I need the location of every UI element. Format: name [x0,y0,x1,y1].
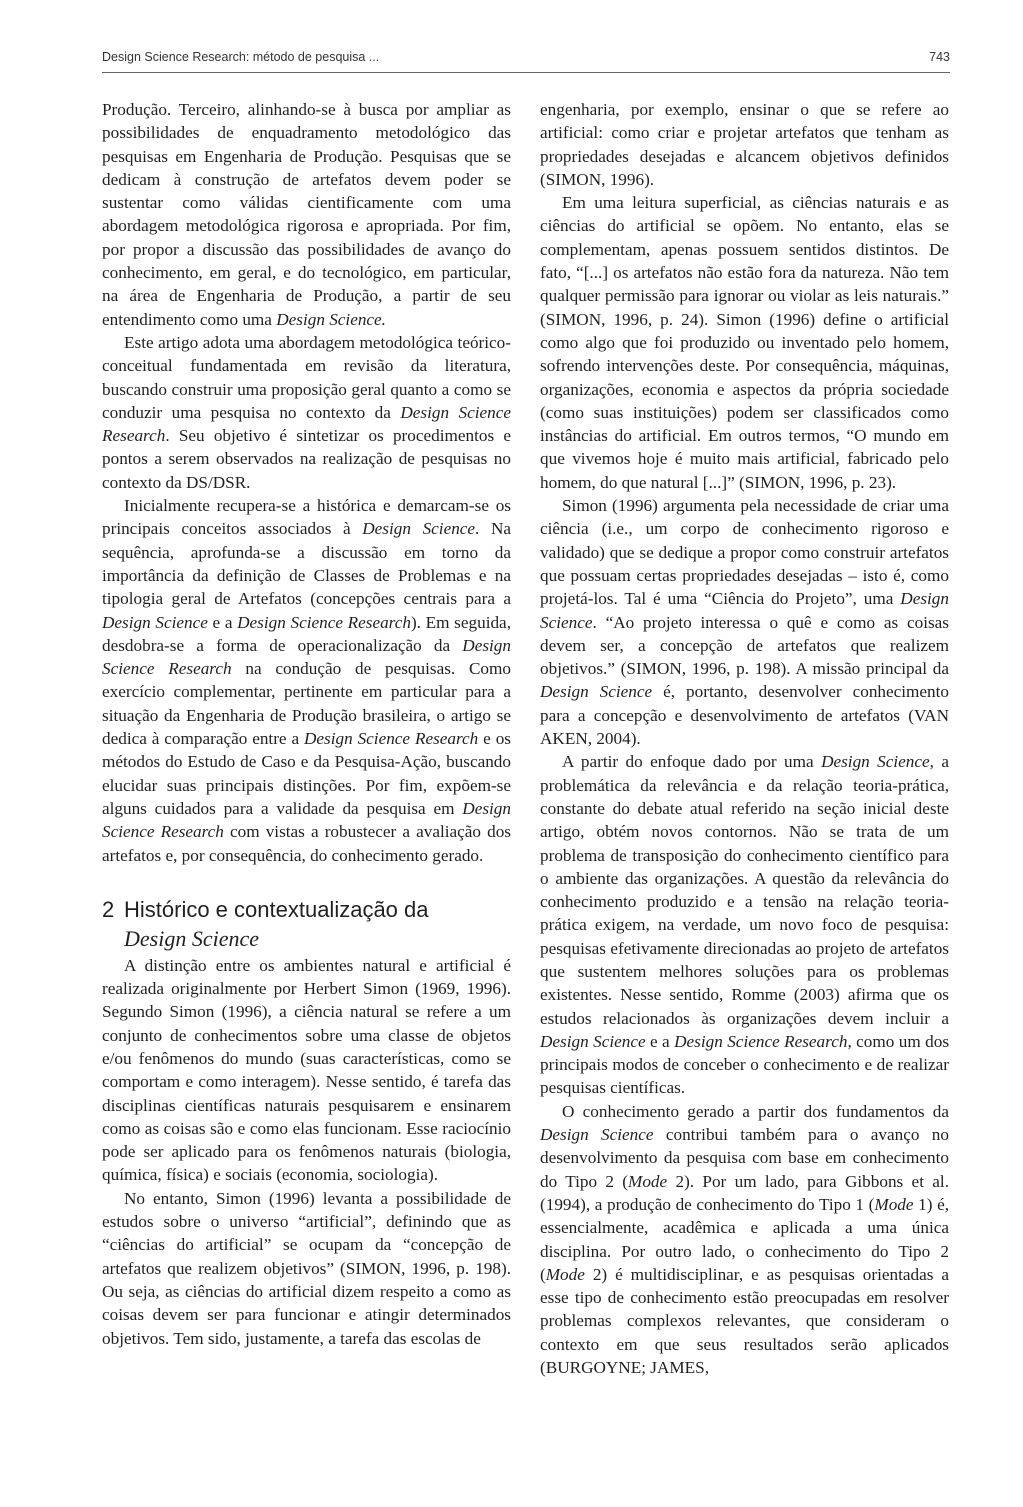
left-column [102,98,511,1350]
paragraph: engenharia, por exemplo, ensinar o que se refere ao artificial: como criar e projetar artefatos que tenham as propriedades desejadas e alcancem objetivos definidos (SIMON, 1996). [540,100,949,189]
section-title-line1: Histórico e contextualização da [124,896,429,922]
paragraph: Inicialmente recupera-se a histórica e demarcam-se os principais conceitos associados à Design Science. Na sequência, aprofunda-se a discussão em torno da importância da definição de Classes de Problemas e na tipologia geral de Artefatos (concepções centrais para a Design Science e a Design Science Research). Em seguida, desdobra-se a forma de operacionalização da Design Science Research na condução de pesquisas. Como exercício complementar, pertinente em particular para a situação da Engenharia de Produção brasileira, o artigo se dedica à comparação entre a Design Science Research e os métodos do Estudo de Caso e da Pesquisa-Ação, buscando elucidar suas principais distinções. Por fim, expõem-se alguns cuidados para a validade da pesquisa em Design Science Research com vistas a robustecer a avaliação dos artefatos e, por consequência, do conhecimento gerado. [102,496,511,865]
page-number: 743 [929,50,950,64]
running-title: Design Science Research: método de pesquisa ... [102,50,380,64]
paragraph: A distinção entre os ambientes natural e artificial é realizada originalmente por Herbert Simon (1969, 1996). Segundo Simon (1996), a ciência natural se refere a um conjunto de conhecimentos sobre uma classe de objetos e/ou fenômenos do mundo (suas características, como se comportam e como interagem). Nesse sentido, é tarefa das disciplinas científicas naturais pesquisarem e ensinarem como as coisas são e como elas funcionam. Esse raciocínio pode ser aplicado para os fenômenos naturais (biologia, química, física) e sociais (economia, sociologia). [102,955,511,1185]
running-header [102,48,950,70]
paragraph: A partir do enfoque dado por uma Design Science, a problemática da relevância e da relação teoria-prática, constante do debate atual referido na seção inicial deste artigo, obtém novos contornos. Não se trata de um problema de transposição do conhecimento científico para o ambiente das organizações. A questão da relevância do conhecimento produzido e a tensão na relação teoria-prática exigem, na verdade, um novo foco de pesquisa: pesquisas efetivamente direcionadas ao projeto de artefatos que sustentem melhores soluções para os problemas existentes. Nesse sentido, Romme (2003) afirma que os estudos relacionados às organizações devem incluir a Design Science e a Design Science Research, como um dos principais modos de conceber o conhecimento e de realizar pesquisas científicas. [540,752,950,1098]
right-column [540,98,949,1379]
paragraph: Simon (1996) argumenta pela necessidade de criar uma ciência (i.e., um corpo de conhecimento rigoroso e validado) que se dedique a propor como construir artefatos que possuam certas propriedades desejadas – isto é, como projetá-los. Tal é uma “Ciência do Projeto”, uma Design Science. “Ao projeto interessa o quê e como as coisas devem ser, a concepção de artefatos que realizem objetivos.” (SIMON, 1996, p. 198). A missão principal da Design Science é, portanto, desenvolver conhecimento para a concepção e desenvolvimento de artefatos (VAN AKEN, 2004). [540,496,950,749]
paragraph: O conhecimento gerado a partir dos fundamentos da Design Science contribui também para o avanço no desenvolvimento da pesquisa com base em conhecimento do Tipo 2 (Mode 2). Por um lado, para Gibbons et al. (1994), a produção de conhecimento do Tipo 1 (Mode 1) é, essencialmente, acadêmica e aplicada a uma única disciplina. Por outro lado, o conhecimento do Tipo 2 (Mode 2) é multidisciplinar, e as pesquisas orientadas a esse tipo de conhecimento estão preocupadas em resolver problemas complexos relevantes, que consideram o contexto em que seus resultados serão aplicados (BURGOYNE; JAMES, [540,1101,950,1378]
paragraph: Este artigo adota uma abordagem metodológica teórico-conceitual fundamentada em revisão da literatura, buscando construir uma proposição geral quanto a como se conduzir uma pesquisa no contexto da Design Science Research. Seu objetivo é sintetizar os procedimentos e pontos a serem observados na realização de pesquisas no contexto da DS/DSR. [102,332,512,492]
section-number: 2 [102,896,115,922]
header-rule [102,72,950,73]
section-heading [102,895,511,953]
paragraph: No entanto, Simon (1996) levanta a possibilidade de estudos sobre o universo “artificial”, definindo que as “ciências do artificial” se ocupam da “concepção de artefatos que realizem objetivos” (SIMON, 1996, p. 198). Ou seja, as ciências do artificial dizem respeito a como as coisas devem ser para funcionar e atingir determinados objetivos. Tem sido, justamente, a tarefa das escolas de [102,1188,511,1348]
section-title-line2: Design Science [124,925,259,951]
paragraph: Produção. Terceiro, alinhando-se à busca por ampliar as possibilidades de enquadramento metodológico das pesquisas em Engenharia de Produção. Pesquisas que se dedicam à construção de artefatos devem poder se sustentar como válidas cientificamente com uma abordagem metodológica rigorosa e apropriada. Por fim, por propor a discussão das possibilidades de avanço do conhecimento, em geral, e do tecnológico, em particular, na área de Engenharia de Produção, a partir de seu entendimento como uma Design Science. [102,100,511,329]
paragraph: Em uma leitura superficial, as ciências naturais e as ciências do artificial se opõem. No entanto, elas se complementam, apenas possuem sentidos distintos. De fato, “[...] os artefatos não estão fora da natureza. Não tem qualquer permissão para ignorar ou violar as leis naturais.” (SIMON, 1996, p. 24). Simon (1996) define o artificial como algo que foi produzido ou inventado pelo homem, sofrendo intervenções deste. Por consequência, máquinas, organizações, economia e aspectos da própria sociedade (como suas instituições) podem ser classificados como instâncias do artificial. Em outros termos, “O mundo em que vivemos hoje é muito mais artificial, fabricado pelo homem, do que natural [...]” (SIMON, 1996, p. 23). [540,193,949,492]
